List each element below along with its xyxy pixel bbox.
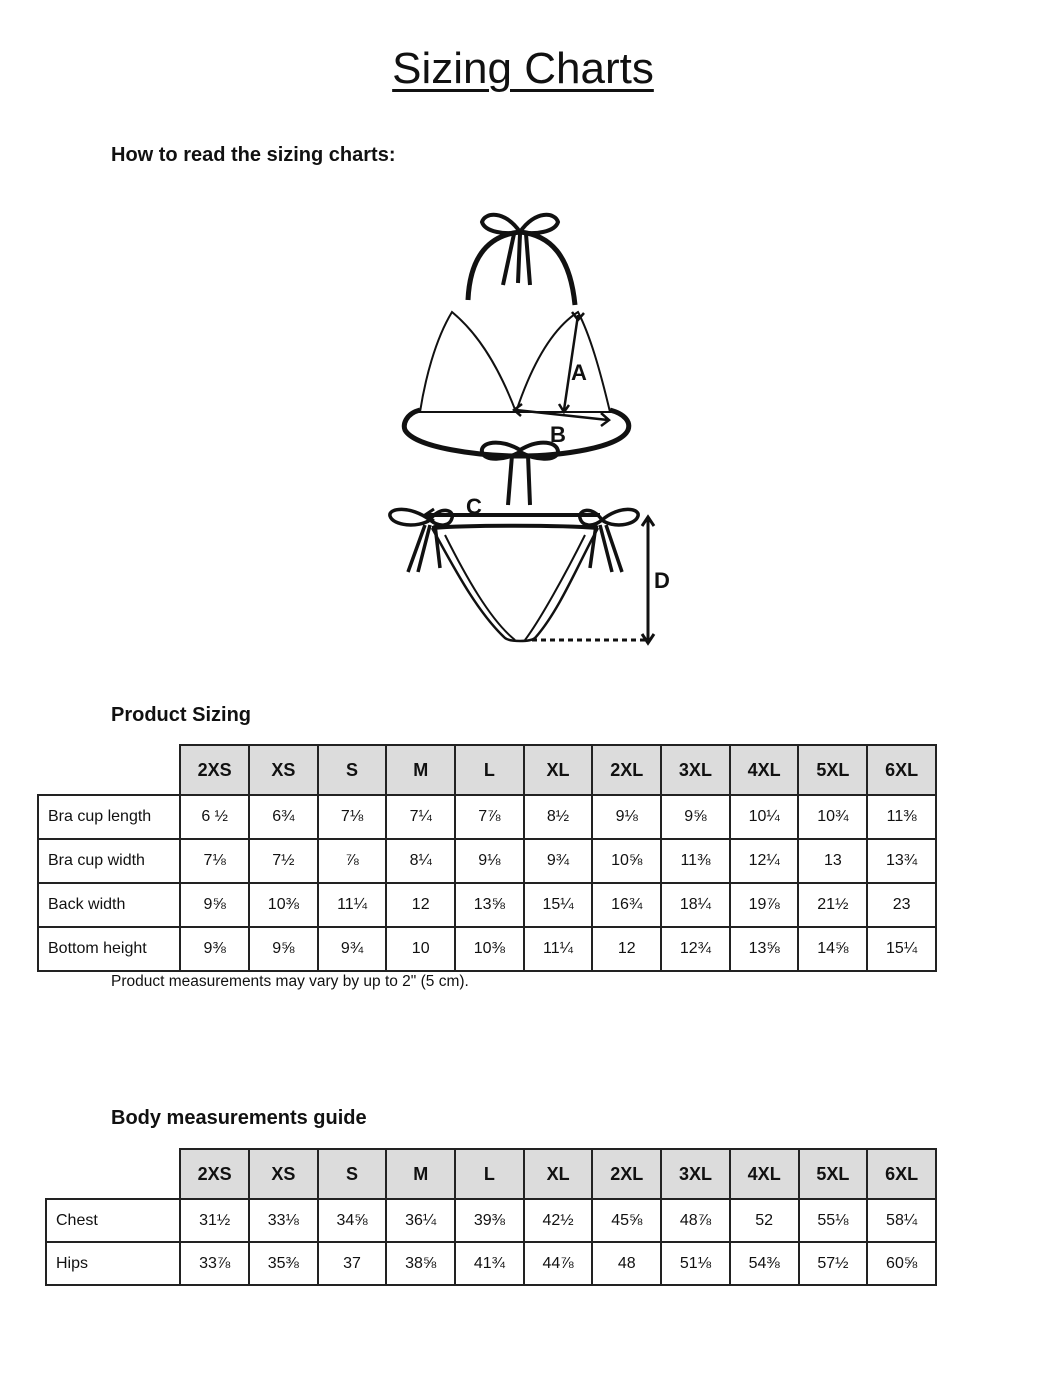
measurement-cell: 7⅛	[180, 839, 249, 883]
measurement-cell: 36¼	[386, 1199, 455, 1242]
measurement-cell: 16¾	[592, 883, 661, 927]
size-header: L	[455, 1149, 524, 1199]
label-c: C	[466, 494, 482, 519]
measurement-cell: 34⅝	[318, 1199, 387, 1242]
right-cup	[516, 312, 610, 412]
row-label: Bottom height	[38, 927, 180, 971]
row-label: Hips	[46, 1242, 180, 1285]
measurement-cell: 19⅞	[730, 883, 799, 927]
size-header: S	[318, 745, 387, 795]
size-header: M	[386, 745, 455, 795]
measurement-cell: 57½	[799, 1242, 868, 1285]
measurement-cell: 45⅝	[592, 1199, 661, 1242]
size-header: L	[455, 745, 524, 795]
size-header: 2XS	[180, 1149, 249, 1199]
measurement-cell: 9¾	[318, 927, 387, 971]
measurement-cell: 7⅞	[455, 795, 524, 839]
how-to-read-heading: How to read the sizing charts:	[111, 144, 396, 166]
measurement-cell: 12	[592, 927, 661, 971]
measurement-cell: 60⅝	[867, 1242, 936, 1285]
measurement-cell: 51⅛	[661, 1242, 730, 1285]
measurement-cell: 12¼	[730, 839, 799, 883]
measurement-cell: 23	[867, 883, 936, 927]
size-header: XS	[249, 745, 318, 795]
body-measurement-row	[46, 1242, 936, 1285]
product-sizing-heading: Product Sizing	[111, 704, 251, 726]
measurement-cell: 15¼	[524, 883, 593, 927]
left-cup	[420, 312, 516, 412]
measurement-cell: 18¼	[661, 883, 730, 927]
size-header: 3XL	[661, 1149, 730, 1199]
size-header: 5XL	[799, 1149, 868, 1199]
measurement-cell: 41¾	[455, 1242, 524, 1285]
bottom-piece	[432, 528, 598, 641]
product-sizing-row	[38, 927, 936, 971]
measurement-cell: 11¼	[524, 927, 593, 971]
product-sizing-row	[38, 795, 936, 839]
body-guide-heading: Body measurements guide	[111, 1107, 367, 1129]
measurement-cell: 9⅝	[661, 795, 730, 839]
measurement-cell: 12	[386, 883, 455, 927]
measurement-cell: 9¾	[524, 839, 593, 883]
measurement-cell: 9⅛	[592, 795, 661, 839]
measurement-cell: 9⅝	[180, 883, 249, 927]
blank-cell	[38, 745, 180, 795]
size-header: 4XL	[730, 1149, 799, 1199]
body-header-row	[46, 1149, 936, 1199]
size-header: 6XL	[867, 745, 936, 795]
body-measurements-table	[45, 1148, 937, 1286]
measurement-cell: 6 ½	[180, 795, 249, 839]
measurement-cell: 10⅜	[455, 927, 524, 971]
measurement-cell: 54⅜	[730, 1242, 799, 1285]
measurement-cell: 33⅛	[249, 1199, 318, 1242]
product-sizing-row	[38, 883, 936, 927]
size-header: 2XS	[180, 745, 249, 795]
measurement-cell: 11⅜	[661, 839, 730, 883]
measurement-cell: 11¼	[318, 883, 387, 927]
measurement-cell: 44⅞	[524, 1242, 593, 1285]
size-header: 6XL	[867, 1149, 936, 1199]
size-header: 4XL	[730, 745, 799, 795]
measurement-cell: 13⅝	[730, 927, 799, 971]
measurement-cell: 21½	[798, 883, 867, 927]
measurement-cell: 9⅛	[455, 839, 524, 883]
size-header: 5XL	[798, 745, 867, 795]
size-header: XS	[249, 1149, 318, 1199]
measurement-cell: 48⅞	[661, 1199, 730, 1242]
row-label: Bra cup length	[38, 795, 180, 839]
row-label: Chest	[46, 1199, 180, 1242]
measurement-cell: 10¼	[730, 795, 799, 839]
measurement-cell: 8½	[524, 795, 593, 839]
body-measurement-row	[46, 1199, 936, 1242]
measurement-cell: 8¼	[386, 839, 455, 883]
measurement-cell: 10⅜	[249, 883, 318, 927]
row-label: Back width	[38, 883, 180, 927]
label-b: B	[550, 422, 566, 447]
top-bow	[482, 215, 558, 233]
measurement-cell: 37	[318, 1242, 387, 1285]
size-header: 2XL	[592, 745, 661, 795]
measurement-cell: 35⅜	[249, 1242, 318, 1285]
measurement-cell: 31½	[180, 1199, 249, 1242]
measurement-cell: ⅞	[318, 839, 387, 883]
measurement-cell: 58¼	[867, 1199, 936, 1242]
measurement-cell: 11⅜	[867, 795, 936, 839]
measurement-cell: 10⅝	[592, 839, 661, 883]
measurement-cell: 9⅜	[180, 927, 249, 971]
right-side-bow	[580, 509, 638, 525]
measurement-cell: 6¾	[249, 795, 318, 839]
left-side-bow	[390, 509, 453, 525]
measurement-cell: 42½	[524, 1199, 593, 1242]
measurement-cell: 48	[592, 1242, 661, 1285]
product-header-row	[38, 745, 936, 795]
size-header: 3XL	[661, 745, 730, 795]
label-d: D	[654, 568, 670, 593]
bikini-diagram	[380, 205, 670, 655]
size-header: XL	[524, 745, 593, 795]
bottom-waistband	[430, 515, 600, 528]
product-sizing-row	[38, 839, 936, 883]
measurement-cell: 7¼	[386, 795, 455, 839]
measure-d	[642, 517, 654, 643]
measurement-cell: 15¼	[867, 927, 936, 971]
size-header: XL	[524, 1149, 593, 1199]
measurement-cell: 38⅝	[386, 1242, 455, 1285]
measurement-cell: 13¾	[867, 839, 936, 883]
measurement-cell: 9⅝	[249, 927, 318, 971]
measurement-cell: 55⅛	[799, 1199, 868, 1242]
measurement-cell: 10¾	[798, 795, 867, 839]
measurement-cell: 33⅞	[180, 1242, 249, 1285]
size-header: 2XL	[592, 1149, 661, 1199]
size-header: S	[318, 1149, 387, 1199]
measurement-cell: 39⅜	[455, 1199, 524, 1242]
measurement-cell: 7½	[249, 839, 318, 883]
measurement-cell: 14⅝	[798, 927, 867, 971]
blank-cell	[46, 1149, 180, 1199]
product-note: Product measurements may vary by up to 2" (5 cm).	[111, 973, 469, 990]
measurement-cell: 52	[730, 1199, 799, 1242]
row-label: Bra cup width	[38, 839, 180, 883]
measurement-cell: 13	[798, 839, 867, 883]
measurement-cell: 10	[386, 927, 455, 971]
label-a: A	[571, 360, 587, 385]
size-header: M	[386, 1149, 455, 1199]
page-title: Sizing Charts	[392, 44, 654, 93]
measurement-cell: 12¾	[661, 927, 730, 971]
measurement-cell: 13⅝	[455, 883, 524, 927]
measurement-cell: 7⅛	[318, 795, 387, 839]
product-sizing-table	[37, 744, 937, 972]
